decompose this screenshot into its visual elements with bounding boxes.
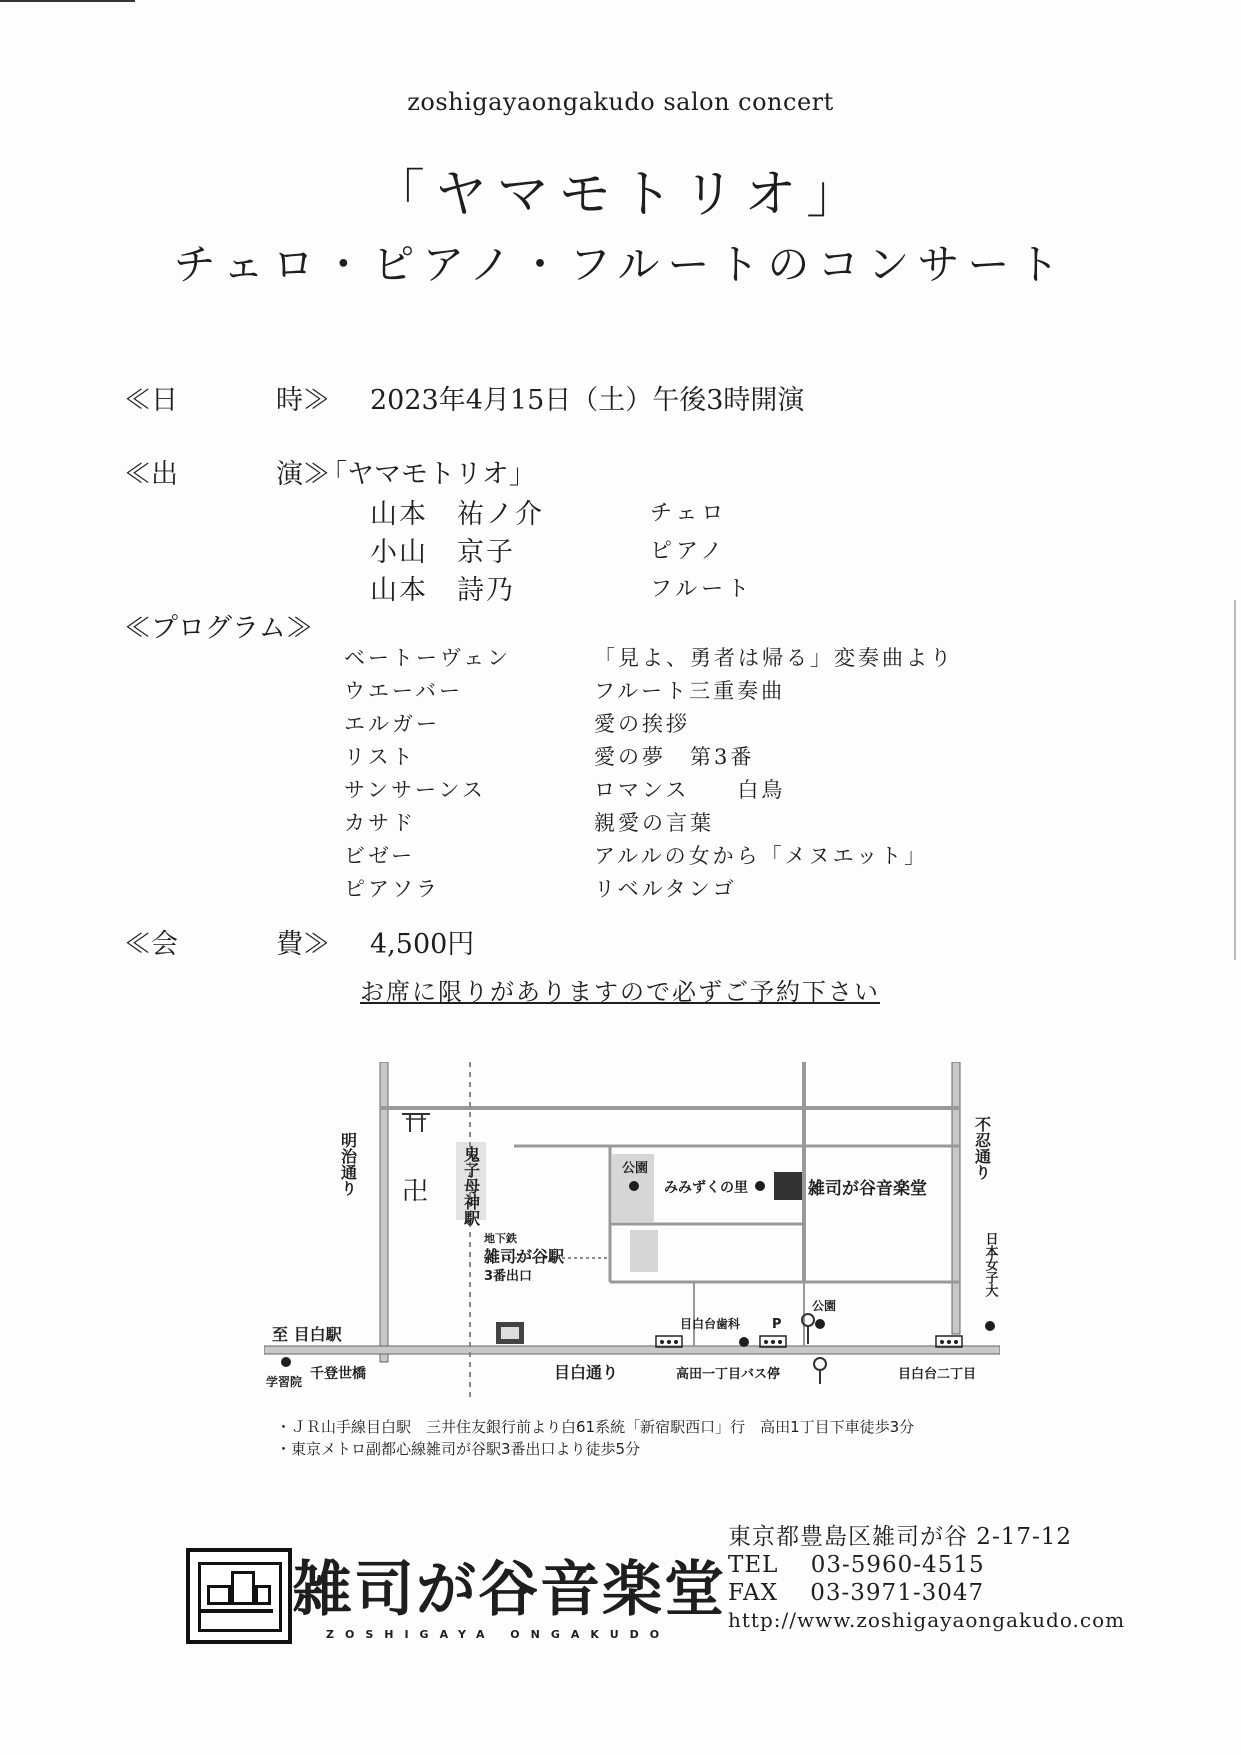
map-label-zoshigaya-station: 雑司が谷駅 bbox=[484, 1247, 565, 1266]
map-label-mejirodai-2: 目白台二丁目 bbox=[898, 1367, 977, 1382]
concert-title: 「ヤマモトリオ」 bbox=[372, 165, 869, 225]
concert-series-subtitle: zoshigayaongakudo salon concert bbox=[407, 88, 834, 116]
program-composer: エルガー bbox=[344, 712, 440, 736]
program-piece: 「見よ、勇者は帰る」変奏曲より bbox=[594, 646, 954, 670]
program-composer: ウエーバー bbox=[344, 679, 463, 703]
program-piece: 愛の挨拶 bbox=[594, 712, 690, 736]
access-map bbox=[264, 1062, 1000, 1402]
fee-label-left: ≪会 bbox=[124, 929, 178, 960]
map-label-takada-bus-stop: 高田一丁目バス停 bbox=[676, 1367, 781, 1382]
map-label-gakushuin: 学習院 bbox=[266, 1375, 303, 1389]
map-label-mejiro-dental: 目白台歯科 bbox=[680, 1317, 741, 1331]
program-piece: アルルの女から「メヌエット」 bbox=[594, 844, 929, 868]
program-composer: リスト bbox=[344, 745, 416, 769]
program-composer: ビゼー bbox=[344, 844, 416, 868]
logo-emblem-window bbox=[207, 1585, 231, 1605]
performers-label-left: ≪出 bbox=[124, 459, 178, 490]
map-label-chitose-bridge: 千登世橋 bbox=[310, 1366, 366, 1382]
map-label-venue: 雑司が谷音楽堂 bbox=[808, 1179, 927, 1199]
program-piece: フルート三重奏曲 bbox=[594, 679, 786, 703]
performer-instrument: ピアノ bbox=[650, 539, 727, 564]
program-composer: ピアソラ bbox=[344, 877, 440, 901]
contact-address: 東京都豊島区雑司が谷 2-17-12 bbox=[728, 1524, 1073, 1550]
bus-stop-icon bbox=[760, 1336, 786, 1347]
map-mimizuku-dot bbox=[755, 1181, 765, 1191]
logo-emblem-window bbox=[255, 1585, 271, 1605]
map-mejiro-dori-road bbox=[264, 1346, 1000, 1354]
date-label-right: 時≫ bbox=[276, 385, 330, 416]
map-shinobazu-dori-road bbox=[952, 1062, 960, 1334]
map-venue-marker bbox=[774, 1172, 802, 1200]
performer-name: 山本 詩乃 bbox=[370, 575, 515, 606]
map-gakushuin-dot bbox=[281, 1357, 291, 1367]
logo-emblem-window bbox=[231, 1571, 255, 1605]
performer-name: 山本 祐ノ介 bbox=[370, 499, 544, 530]
logo-emblem-base bbox=[201, 1609, 273, 1613]
temple-icon: 卍 bbox=[402, 1177, 429, 1207]
map-park-2-dot bbox=[815, 1319, 825, 1329]
map-label-to-mejiro: 至 目白駅 bbox=[272, 1325, 342, 1344]
fee-label-right: 費≫ bbox=[276, 929, 330, 960]
map-label-park-2: 公園 bbox=[812, 1299, 837, 1313]
map-dental-dot bbox=[739, 1337, 749, 1347]
program-piece: 愛の夢 第3番 bbox=[594, 745, 755, 769]
map-park-dot bbox=[629, 1181, 639, 1191]
performer-instrument: チェロ bbox=[650, 501, 728, 526]
map-label-kishimojin-station: 鬼子母神駅 bbox=[461, 1146, 481, 1226]
concert-subtitle: チェロ・ピアノ・フルートのコンサート bbox=[173, 240, 1068, 289]
program-piece: ロマンス 白鳥 bbox=[594, 778, 786, 802]
program-composer: カサド bbox=[344, 811, 416, 835]
performer-name: 小山 京子 bbox=[370, 537, 515, 568]
contact-url[interactable]: http://www.zoshigayaongakudo.com bbox=[728, 1608, 1126, 1632]
program-composer: ベートーヴェン bbox=[344, 646, 512, 670]
access-line-jr: ・ＪＲ山手線目白駅 三井住友銀行前より白61系統「新宿駅西口」行 高田1丁目下車徒歩3分 bbox=[276, 1418, 915, 1436]
date-value: 2023年4月15日（土）午後3時開演 bbox=[370, 385, 805, 416]
program-piece: リベルタンゴ bbox=[594, 877, 737, 901]
access-line-metro: ・東京メトロ副都心線雑司が谷駅3番出口より徒歩5分 bbox=[276, 1440, 641, 1458]
map-label-mimizuku: みみずくの里 bbox=[664, 1180, 748, 1196]
group-name: 「ヤマモトリオ」 bbox=[320, 459, 536, 490]
scan-edge-mark bbox=[1234, 600, 1236, 960]
logo-emblem-inner bbox=[198, 1562, 282, 1632]
logo-romaji: ZOSHIGAYA ONGAKUDO bbox=[326, 1628, 671, 1641]
map-label-meiji-dori: 明治通り bbox=[338, 1132, 358, 1196]
map-label-japan-womens-univ: 日本女子大 bbox=[982, 1232, 998, 1297]
fee-value: 4,500円 bbox=[370, 929, 475, 960]
program-label: ≪プログラム≫ bbox=[124, 613, 313, 644]
performer-instrument: フルート bbox=[650, 577, 754, 602]
performers-label-right: 演≫ bbox=[276, 459, 330, 490]
contact-tel: TEL 03-5960-4515 bbox=[728, 1552, 985, 1578]
scan-artifact-line bbox=[0, 0, 135, 2]
map-exit-3-icon-inner bbox=[501, 1327, 519, 1339]
logo-emblem-icon bbox=[186, 1548, 292, 1644]
map-label-shinobazu-dori: 不忍通り bbox=[972, 1116, 992, 1180]
contact-fax: FAX 03-3971-3047 bbox=[728, 1580, 985, 1606]
map-label-subway: 地下鉄 bbox=[484, 1232, 517, 1245]
map-label-mejiro-dori: 目白通り bbox=[554, 1363, 619, 1382]
map-univ-dot bbox=[985, 1321, 995, 1331]
bus-stop-icon bbox=[656, 1336, 682, 1347]
map-shaded-block bbox=[630, 1230, 658, 1272]
map-label-exit-3: 3番出口 bbox=[484, 1269, 533, 1284]
program-composer: サンサーンス bbox=[344, 778, 486, 802]
program-piece: 親愛の言葉 bbox=[594, 811, 714, 835]
shrine-icon bbox=[402, 1114, 430, 1132]
map-label-park: 公園 bbox=[622, 1161, 649, 1176]
map-label-parking: P bbox=[772, 1317, 782, 1332]
map-signal-icon bbox=[814, 1358, 826, 1370]
bus-stop-icon bbox=[936, 1336, 962, 1347]
reservation-notice: お席に限りがありますので必ずご予約下さい bbox=[360, 978, 880, 1006]
date-label-left: ≪日 bbox=[124, 385, 178, 416]
logo-name: 雑司が谷音楽堂 bbox=[292, 1555, 726, 1625]
